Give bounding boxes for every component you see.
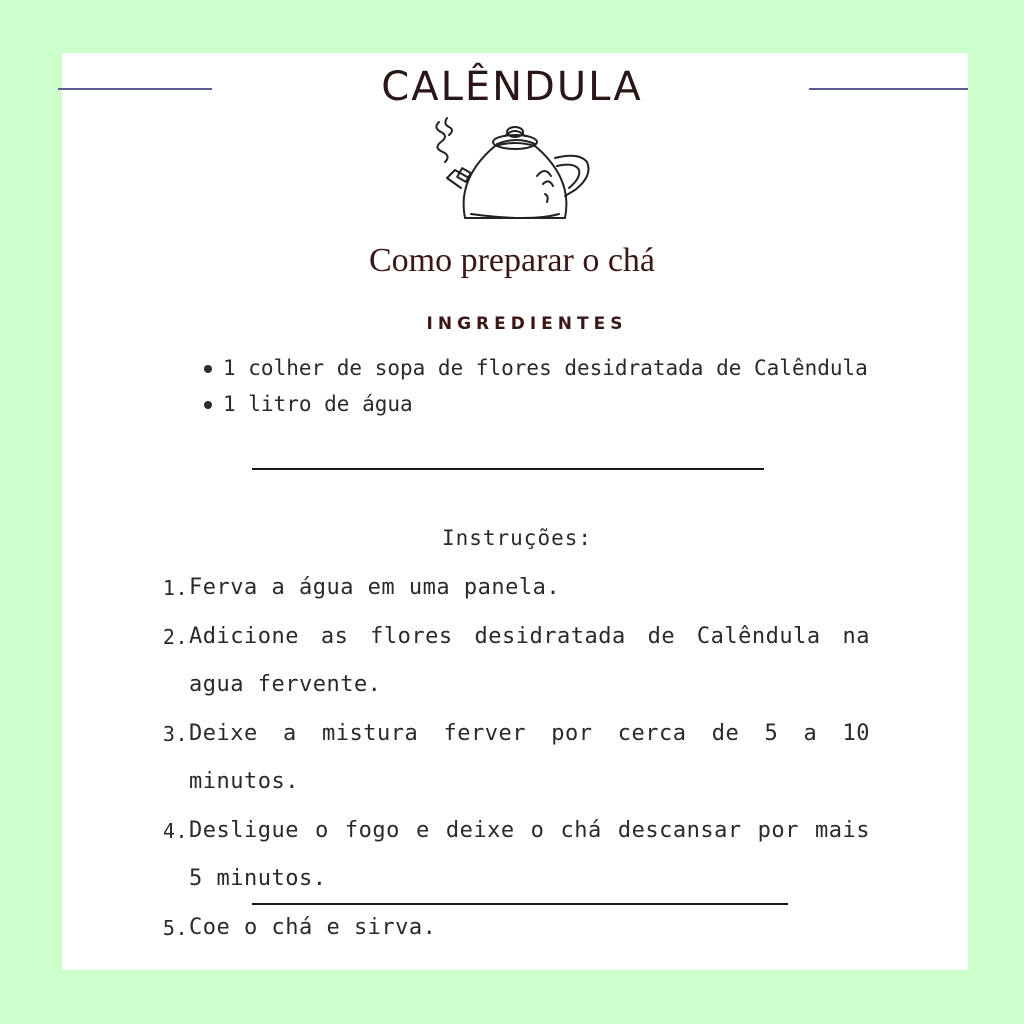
step-text: Adicione as flores desidratada de Calêndula na agua fervente. bbox=[189, 623, 870, 697]
step-text: Deixe a mistura ferver por cerca de 5 a 10 minutos. bbox=[189, 720, 870, 794]
list-item bbox=[200, 350, 870, 386]
step-number: 2. bbox=[162, 624, 188, 649]
list-item bbox=[160, 904, 870, 953]
step-text: Desligue o fogo e deixe o chá descansar por mais 5 minutos. bbox=[189, 817, 870, 891]
list-item bbox=[200, 386, 870, 422]
step-text: Ferva a água em uma panela. bbox=[189, 575, 561, 600]
teapot-icon bbox=[425, 114, 595, 234]
step-text: Coe o chá e sirva. bbox=[189, 914, 437, 940]
step-number: 4. bbox=[162, 818, 188, 843]
list-item bbox=[160, 564, 870, 613]
subtitle: Como preparar o chá bbox=[368, 242, 656, 279]
step-number: 5. bbox=[162, 915, 188, 940]
page-title: CALÊNDULA bbox=[381, 64, 643, 110]
ingredient-text: 1 colher de sopa de flores desidratada de Calêndula bbox=[223, 356, 868, 380]
step-number: 3. bbox=[162, 721, 188, 746]
list-item bbox=[160, 807, 870, 904]
instructions-list bbox=[160, 564, 870, 952]
bullet-icon bbox=[204, 365, 212, 373]
list-item bbox=[160, 710, 870, 807]
step-number: 1. bbox=[162, 576, 188, 600]
divider bbox=[252, 903, 788, 905]
instructions-heading: Instruções: bbox=[441, 526, 593, 550]
divider bbox=[252, 468, 764, 470]
ingredient-text: 1 litro de água bbox=[223, 392, 413, 416]
ingredients-list bbox=[200, 350, 870, 422]
bullet-icon bbox=[204, 401, 212, 409]
list-item bbox=[160, 613, 870, 710]
ingredients-heading: INGREDIENTES bbox=[426, 314, 628, 334]
